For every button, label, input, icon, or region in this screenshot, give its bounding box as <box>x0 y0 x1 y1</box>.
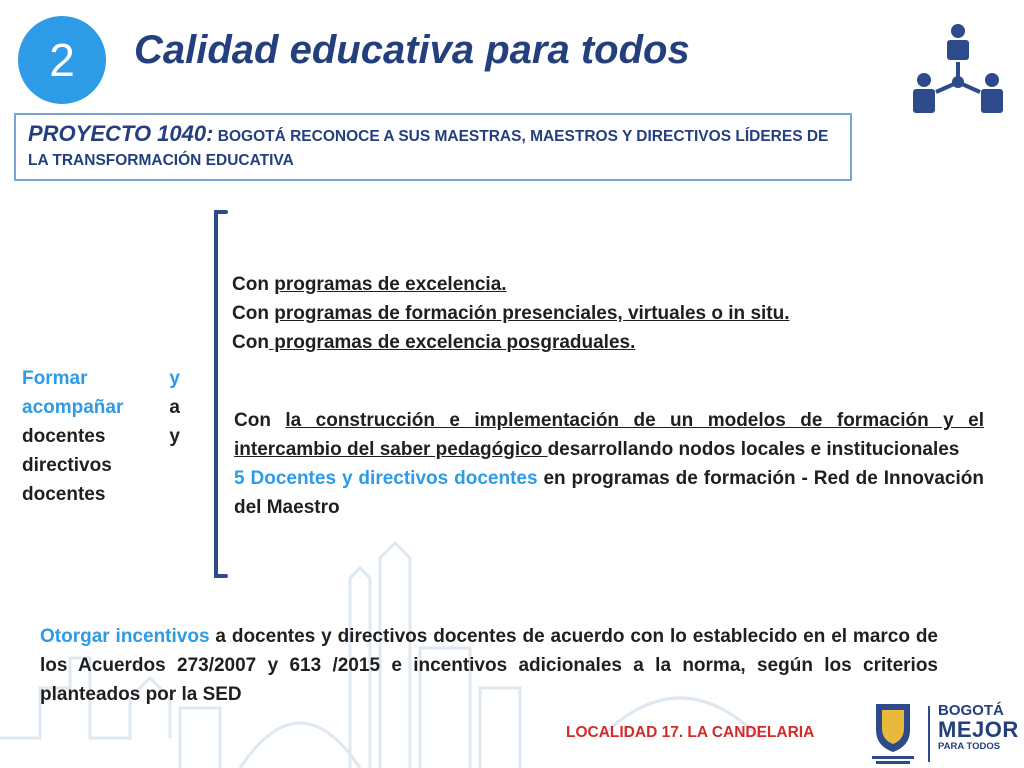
program-item <box>232 270 962 299</box>
bogota-mejor-logo <box>938 702 1020 753</box>
construction-block <box>234 406 984 522</box>
section-number-badge <box>18 16 106 104</box>
bogota-coat-of-arms-icon <box>868 700 918 766</box>
program-prefix: Con <box>232 274 275 295</box>
network-highlight: 5 Docentes y directivos docentes <box>234 468 538 489</box>
bracket-divider <box>206 208 230 580</box>
construction-underlined: la construcción e implementación de un modelos de formación y el intercambio del saber pedagógico <box>234 410 984 460</box>
program-text: programas de excelencia. <box>274 274 507 295</box>
side-label-highlight: Formar y acompañar <box>22 368 180 418</box>
localidad-footer: LOCALIDAD 17. LA CANDELARIA <box>566 724 815 741</box>
program-prefix: Con <box>232 303 275 324</box>
project-description: BOGOTÁ RECONOCE A SUS MAESTRAS, MAESTROS Y DIRECTIVOS LÍDERES DE LA TRANSFORMACIÓN EDUCATIVA <box>28 128 829 169</box>
project-label: PROYECTO 1040: <box>28 121 214 146</box>
construction-prefix: Con <box>234 410 286 431</box>
program-item <box>232 328 962 357</box>
network-paragraph <box>234 464 984 522</box>
project-box <box>14 113 852 181</box>
slide-title: Calidad educativa para todos <box>134 28 690 72</box>
incentives-highlight: Otorgar incentivos <box>40 626 210 647</box>
incentives-rest: a docentes y directivos docentes de acuerdo con lo establecido en el marco de los Acuerdos 273/2007 y 613 /2015 e incentivos adicionales a la norma, según los criterios planteados por la SED <box>40 626 938 705</box>
logo-divider <box>928 706 930 762</box>
side-label <box>22 364 180 509</box>
brand-line-2: MEJOR <box>938 717 1019 742</box>
people-network-icon <box>910 22 1006 118</box>
program-text: programas de excelencia posgraduales. <box>268 332 636 353</box>
programs-list <box>232 270 962 357</box>
program-text: programas de formación presenciales, virtuales o in situ. <box>274 303 790 324</box>
construction-paragraph <box>234 406 984 464</box>
brand-line-1: BOGOTÁ <box>938 702 1004 719</box>
program-item <box>232 299 962 328</box>
side-label-rest: a docentes y directivos docentes <box>22 397 180 505</box>
section-number: 2 <box>49 34 75 86</box>
brand-line-3: PARA TODOS <box>938 741 1001 752</box>
program-prefix: Con <box>232 332 269 353</box>
incentives-paragraph <box>40 622 938 709</box>
network-rest: en programas de formación - Red de Innovación del Maestro <box>234 468 984 518</box>
construction-suffix: desarrollando nodos locales e institucionales <box>547 439 960 460</box>
